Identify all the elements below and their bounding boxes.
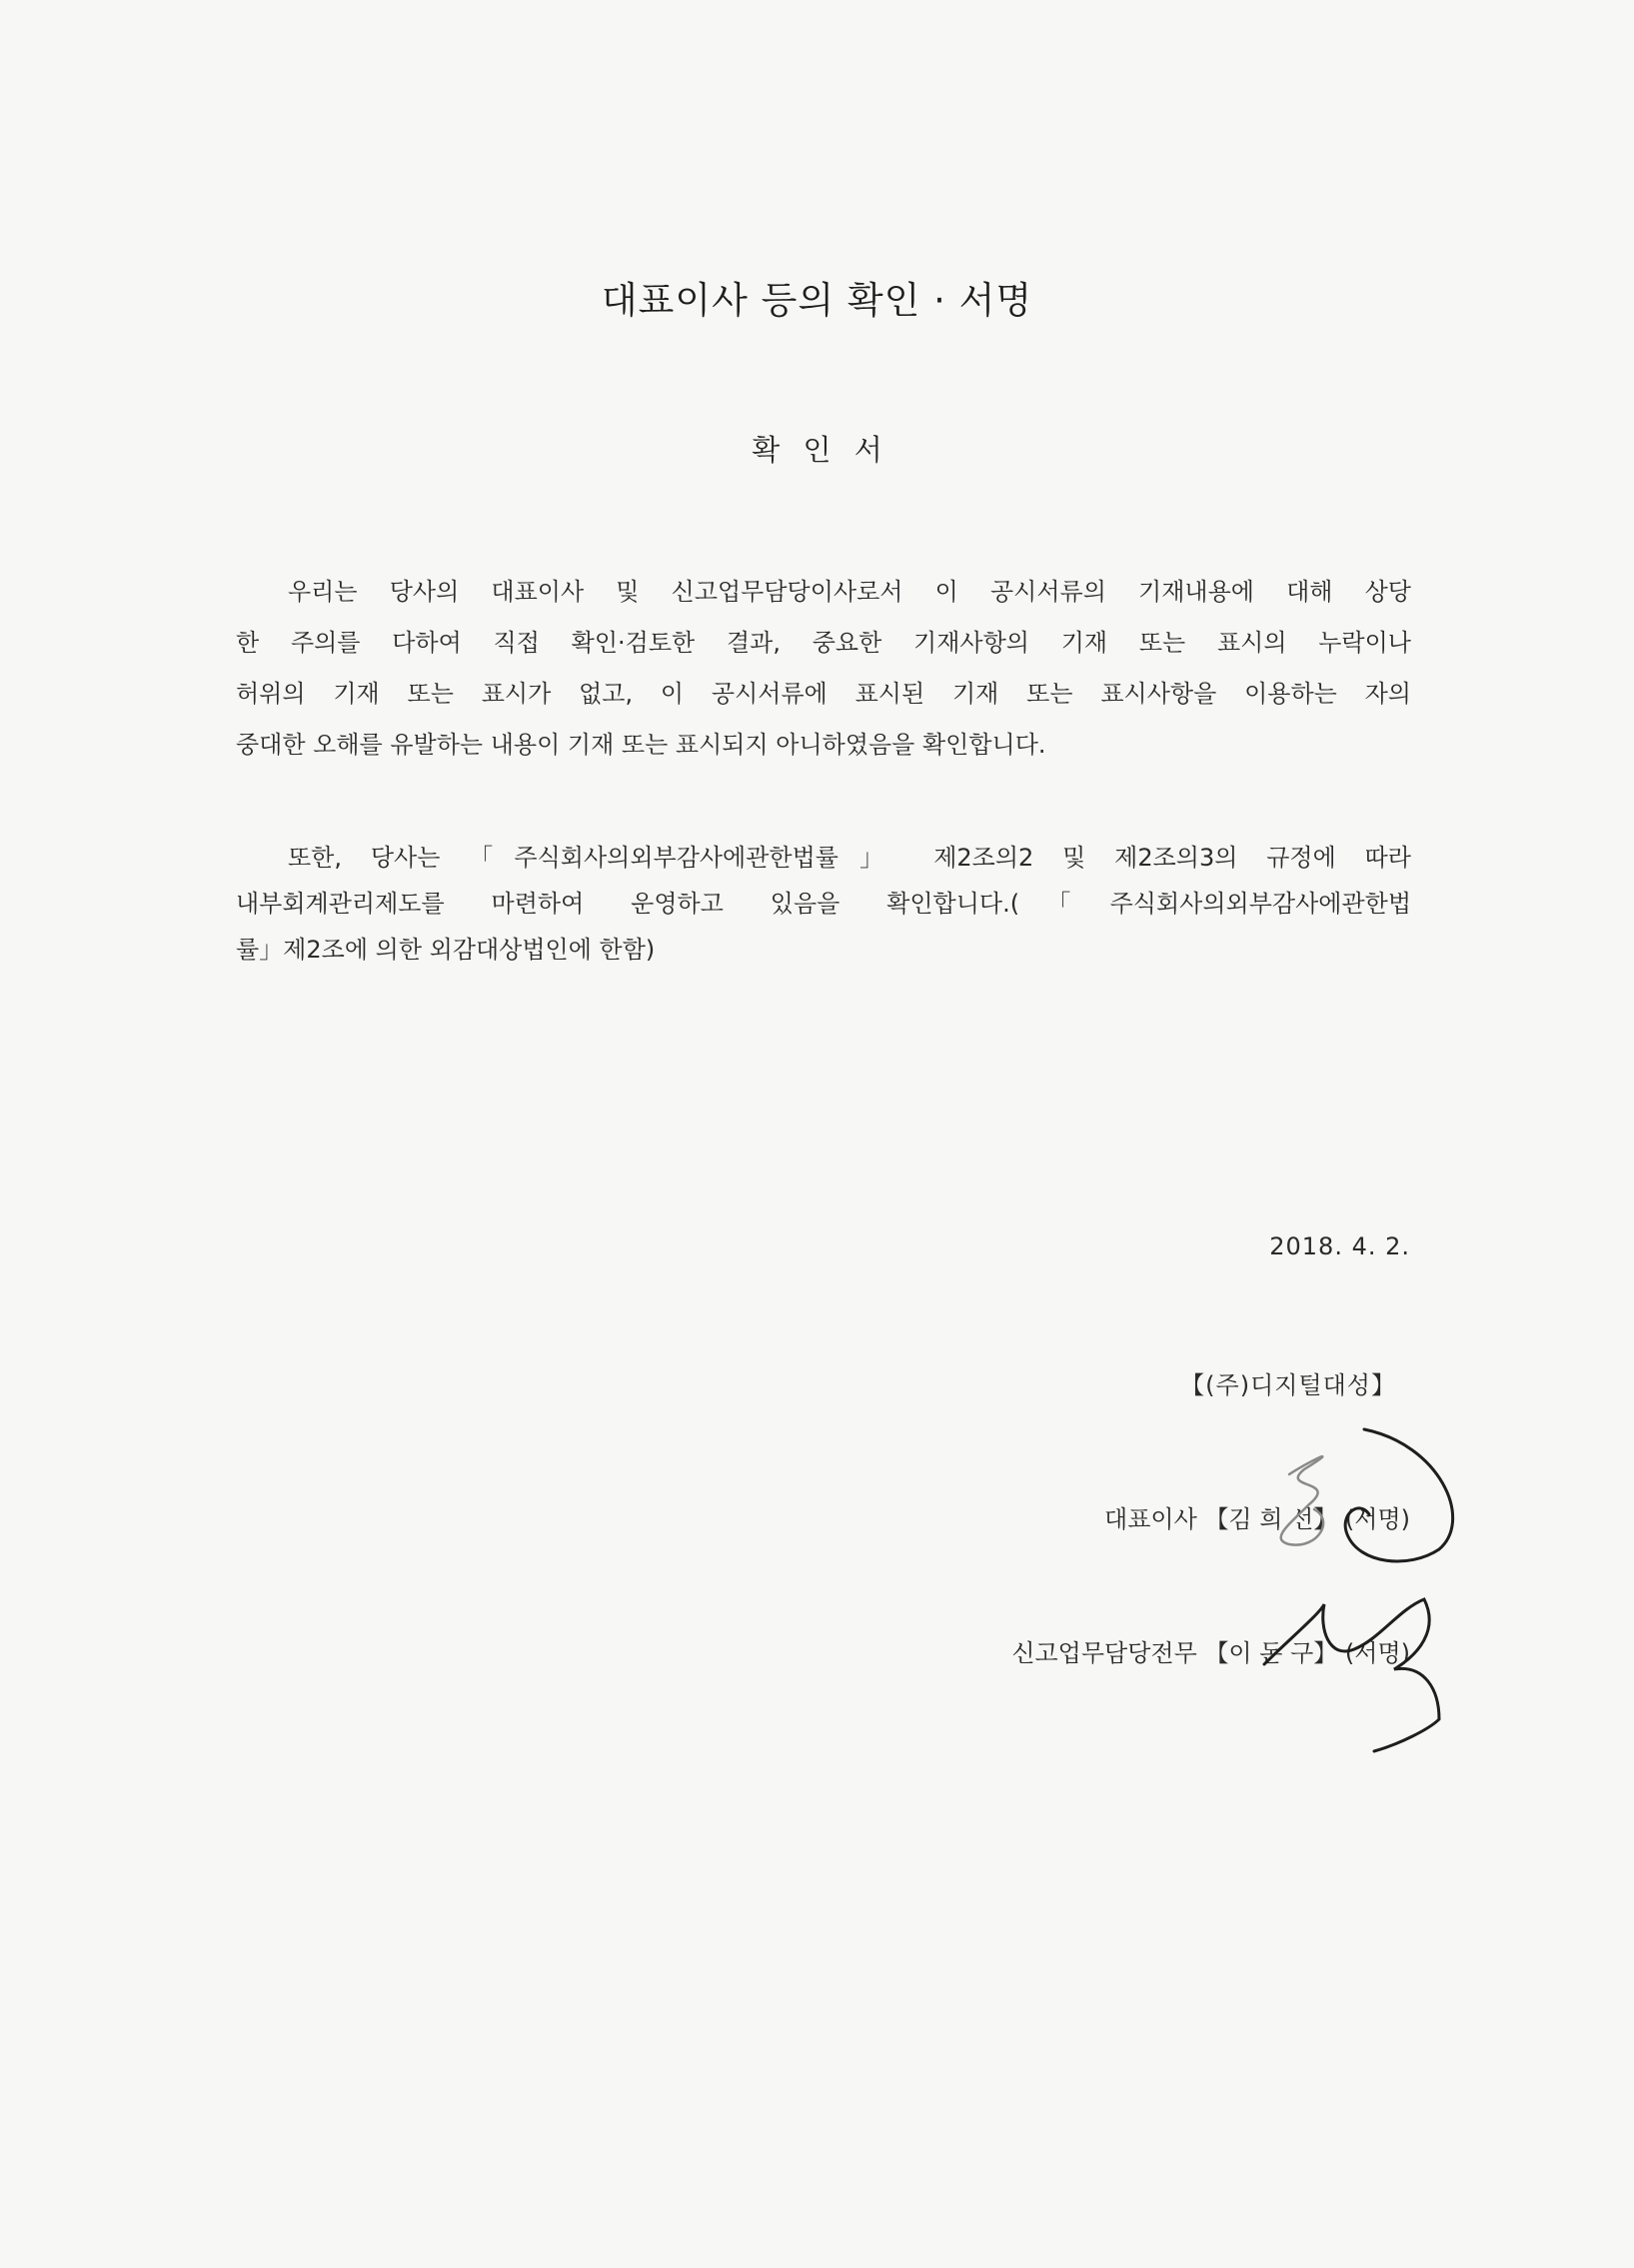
document-date: 2018. 4. 2. [1269,1232,1410,1260]
ceo-name: 【김 희 선】 [1204,1505,1338,1533]
paragraph-line: 률」제2조에 의한 외감대상법인에 한함) [236,936,656,964]
paragraph-line: 한 주의를 다하여 직접 확인·검토한 결과, 중요한 기재사항의 기재 또는 표시의 누락이나 [236,629,1411,657]
officer-signature [1264,1599,1439,1751]
officer-signature-line [1011,1633,1410,1668]
ceo-signature [1281,1429,1453,1561]
paragraph-line: 내부회계관리제도를 마련하여 운영하고 있음을 확인합니다.(「주식회사의외부감사에관한법 [236,890,1411,918]
paragraph-line: 또한, 당사는 「주식회사의외부감사에관한법률」 제2조의2 및 제2조의3의 규정에 따라 [288,844,1411,872]
paragraph-line: 중대한 오해를 유발하는 내용이 기재 또는 표시되지 아니하였음을 확인합니다. [236,731,1046,759]
confirmation-paragraph [236,572,1411,776]
officer-role: 신고업무담당전무 [1011,1639,1197,1667]
internal-control-paragraph [236,838,1411,976]
ceo-role: 대표이사 [1104,1505,1197,1533]
ceo-sign-label: (서명) [1344,1505,1410,1533]
paragraph-line: 우리는 당사의 대표이사 및 신고업무담당이사로서 이 공시서류의 기재내용에 대해 상당 [288,578,1411,606]
officer-sign-label: (서명) [1344,1639,1410,1667]
document-title: 대표이사 등의 확인 · 서명 [601,279,1033,322]
officer-name: 【이 돈 구】 [1204,1639,1338,1667]
ceo-signature-line [1104,1499,1410,1534]
document-subtitle: 확 인 서 [752,433,882,467]
company-name: 【(주)디지털대성】 [1180,1371,1396,1399]
paragraph-line: 허위의 기재 또는 표시가 없고, 이 공시서류에 표시된 기재 또는 표시사항을 이용하는 자의 [236,680,1411,708]
